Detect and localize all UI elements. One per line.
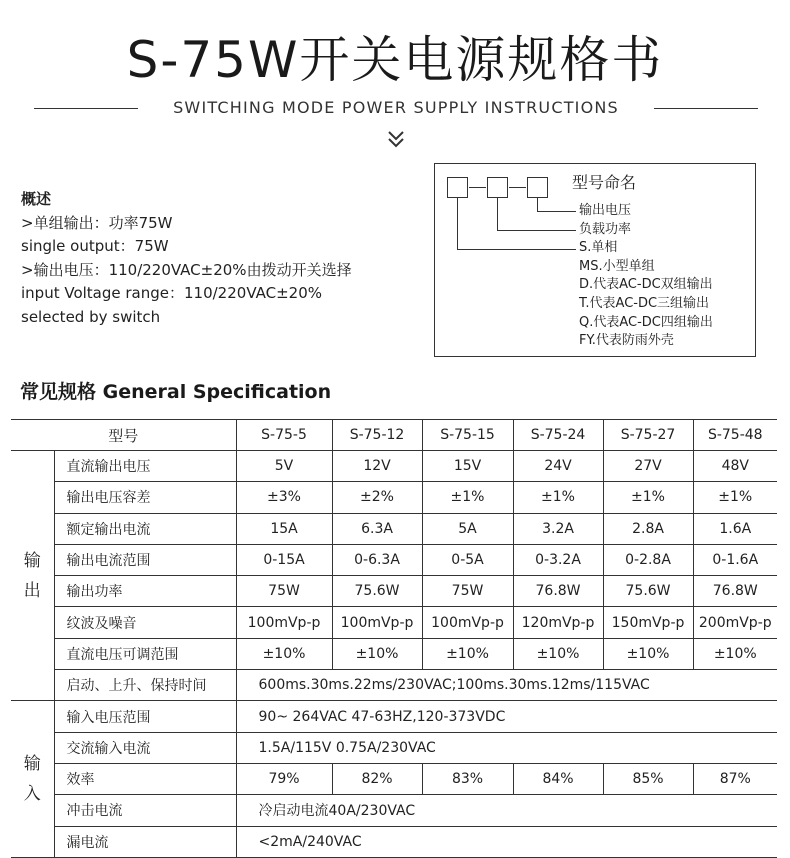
table-cell: ±2% [332,482,422,513]
naming-item: FY.代表防雨外壳 [579,333,674,349]
table-row [11,607,777,638]
model-naming-title: 型号命名 [572,173,637,192]
table-cell: <2mA/240VAC [236,826,777,857]
table-cell: 1.5A/115V 0.75A/230VAC [236,732,777,763]
table-row [11,482,777,513]
row-label: 直流输出电压 [54,451,236,482]
table-cell: 48V [693,451,777,482]
table-row [11,544,777,575]
row-label: 额定输出电流 [54,513,236,544]
table-cell: 200mVp-p [693,607,777,638]
table-cell: 0-6.3A [332,544,422,575]
naming-square-2 [487,177,508,198]
model-header-label: 型号 [11,420,236,451]
table-cell: ±1% [422,482,513,513]
model-header-cell: S-75-15 [422,420,513,451]
table-row [11,701,777,732]
table-cell: 24V [513,451,603,482]
table-cell: ±10% [236,638,332,669]
table-cell: ±3% [236,482,332,513]
subtitle-rule-left [34,108,138,109]
table-cell: 150mVp-p [603,607,693,638]
table-row [11,638,777,669]
table-cell: 76.8W [513,576,603,607]
table-cell: 0-1.6A [693,544,777,575]
row-label: 漏电流 [54,826,236,857]
table-cell: 90~ 264VAC 47-63HZ,120-373VDC [236,701,777,732]
naming-dash [469,187,486,188]
row-label: 效率 [54,763,236,794]
naming-item: D.代表AC-DC双组输出 [579,277,713,293]
table-cell: 79% [236,763,332,794]
table-cell: 85% [603,763,693,794]
naming-item: S.单相 [579,240,618,256]
table-cell: 27V [603,451,693,482]
subtitle-rule-right [654,108,758,109]
overview-line: >输出电压：110/220VAC±20%由拨动开关选择 [21,260,352,279]
row-label: 冲击电流 [54,795,236,826]
output-group-text: 输 出 [23,550,41,601]
output-group-label [11,451,54,701]
spec-section-title: 常见规格 General Specification [20,381,332,403]
table-header-row [11,420,777,451]
overview-line: selected by switch [21,307,161,326]
overview-section [21,188,352,329]
overview-heading: 概述 [21,190,52,208]
table-cell: ±10% [603,638,693,669]
row-label: 输出电流范围 [54,544,236,575]
spec-table-wrap [11,419,777,858]
table-cell: ±1% [693,482,777,513]
table-cell: 0-15A [236,544,332,575]
overview-line: >单组输出：功率75W [21,213,173,232]
table-cell: 5A [422,513,513,544]
model-header-cell: S-75-5 [236,420,332,451]
model-naming-box [434,163,756,357]
table-cell: 87% [693,763,777,794]
table-cell: 75W [422,576,513,607]
page-title: S-75W开关电源规格书 [126,31,664,89]
model-header-cell: S-75-12 [332,420,422,451]
model-header-cell: S-75-48 [693,420,777,451]
table-cell: 2.8A [603,513,693,544]
table-row [11,826,777,857]
naming-square-1 [447,177,468,198]
table-cell: ±10% [513,638,603,669]
naming-item: T.代表AC-DC三组输出 [579,295,710,311]
row-label: 输出电压容差 [54,482,236,513]
row-label: 启动、上升、保持时间 [54,670,236,701]
table-cell: 0-3.2A [513,544,603,575]
table-cell: 1.6A [693,513,777,544]
table-row [11,451,777,482]
table-cell: ±10% [693,638,777,669]
table-row [11,795,777,826]
table-cell: 100mVp-p [332,607,422,638]
table-cell: 120mVp-p [513,607,603,638]
input-group-text: 输 入 [23,754,41,805]
table-cell: ±10% [422,638,513,669]
spec-table [11,419,777,858]
naming-dash [509,187,526,188]
table-cell: 76.8W [693,576,777,607]
table-cell: 0-2.8A [603,544,693,575]
naming-connector-line [457,198,576,250]
table-cell: ±1% [513,482,603,513]
table-row [11,670,777,701]
table-cell: 5V [236,451,332,482]
table-cell: ±1% [603,482,693,513]
table-cell: 75W [236,576,332,607]
table-cell: 12V [332,451,422,482]
table-cell: 0-5A [422,544,513,575]
double-chevron-down-icon [383,128,409,150]
table-cell: 100mVp-p [236,607,332,638]
table-cell: 冷启动电流40A/230VAC [236,795,777,826]
row-label: 输入电压范围 [54,701,236,732]
input-group-label [11,701,54,857]
table-cell: 15A [236,513,332,544]
table-cell: 100mVp-p [422,607,513,638]
row-label: 直流电压可调范围 [54,638,236,669]
table-cell: 3.2A [513,513,603,544]
table-cell: ±10% [332,638,422,669]
overview-line: single output：75W [21,237,169,255]
naming-item: 负载功率 [579,221,632,237]
table-cell: 6.3A [332,513,422,544]
table-cell: 84% [513,763,603,794]
table-cell: 75.6W [603,576,693,607]
table-cell: 600ms.30ms.22ms/230VAC;100ms.30ms.12ms/115VAC [236,670,777,701]
table-row [11,513,777,544]
model-header-cell: S-75-27 [603,420,693,451]
naming-item: MS.小型单组 [579,258,655,274]
row-label: 输出功率 [54,576,236,607]
row-label: 交流输入电流 [54,732,236,763]
table-cell: 83% [422,763,513,794]
table-cell: 15V [422,451,513,482]
overview-line: input Voltage range：110/220VAC±20% [21,284,322,302]
subtitle-row [34,97,758,119]
naming-square-3 [527,177,548,198]
row-label: 纹波及噪音 [54,607,236,638]
table-cell: 75.6W [332,576,422,607]
model-naming-list [579,202,713,351]
naming-item: Q.代表AC-DC四组输出 [579,314,713,330]
table-cell: 82% [332,763,422,794]
table-row [11,576,777,607]
table-row [11,732,777,763]
model-header-cell: S-75-24 [513,420,603,451]
page-subtitle: SWITCHING MODE POWER SUPPLY INSTRUCTIONS [173,98,619,117]
naming-item: 输出电压 [579,203,632,218]
table-row [11,763,777,794]
